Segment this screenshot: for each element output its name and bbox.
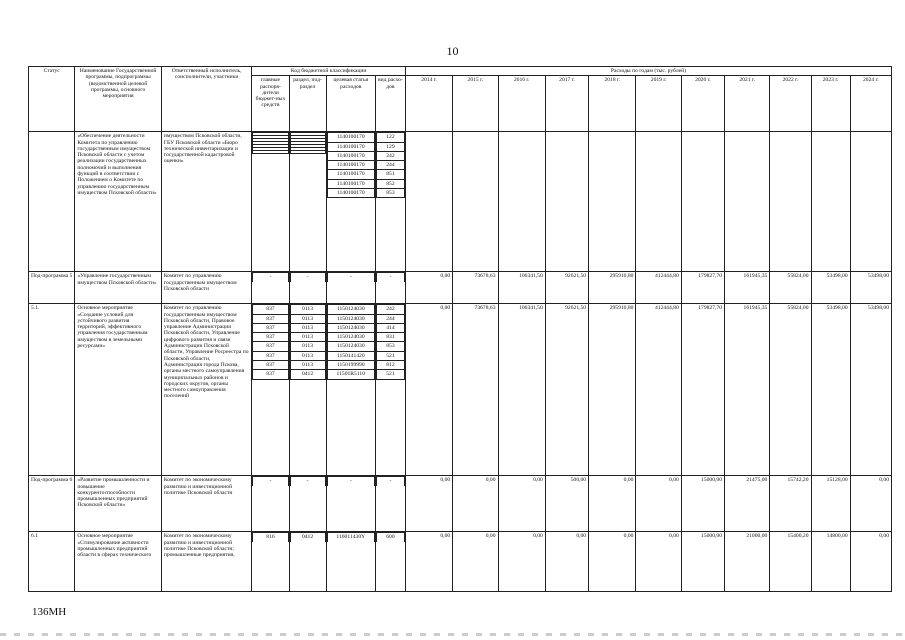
code-vr xyxy=(375,132,405,272)
code-csr-value: 1140100170 xyxy=(327,170,374,179)
year-value: 0,00 xyxy=(498,532,545,592)
header-year: 2021 г. xyxy=(725,76,770,132)
year-value: 161945,35 xyxy=(725,304,770,476)
code-grbs-value: 837 xyxy=(253,342,288,351)
year-value: 73678,63 xyxy=(453,272,498,304)
code-csr xyxy=(326,132,375,272)
code-csr-value: 116011430Y xyxy=(327,533,374,542)
footer-code: 136МН xyxy=(32,606,67,618)
page-number: 10 xyxy=(446,44,459,58)
year-value: 161945,35 xyxy=(725,272,770,304)
table-row xyxy=(29,532,892,592)
year-value: 21475,00 xyxy=(725,476,770,532)
header-year: 2016 г. xyxy=(498,76,545,132)
code-csr xyxy=(326,476,375,532)
code-rz xyxy=(289,272,326,304)
code-rz xyxy=(289,132,326,272)
code-vr-value: 521 xyxy=(376,370,404,379)
code-csr-value: 1150124030 xyxy=(327,342,374,351)
code-vr-value: 414 xyxy=(376,323,404,332)
year-value: 500,00 xyxy=(545,476,588,532)
year-value: 0,00 xyxy=(405,476,452,532)
code-rz-value: 0113 xyxy=(290,323,325,332)
year-value: 15000,00 xyxy=(681,476,724,532)
year-value: 53498,00 xyxy=(811,304,850,476)
code-vr-value: 244 xyxy=(376,161,404,170)
year-value xyxy=(453,132,498,272)
code-csr-value: 1150124030 xyxy=(327,333,374,342)
code-grbs xyxy=(252,132,289,272)
code-vr-value: 812 xyxy=(376,361,404,370)
header-name: Наименование Государственной программы, подпрограммы (ведомственной целевой программы, основного мероприятия xyxy=(75,67,162,132)
code-csr-value: 1140100170 xyxy=(327,142,374,151)
code-rz-value: 0113 xyxy=(290,361,325,370)
code-rz-value: 0412 xyxy=(290,370,325,379)
code-vr-value: 122 xyxy=(376,133,404,142)
year-value: 0,00 xyxy=(453,476,498,532)
year-value: 0,00 xyxy=(850,532,891,592)
header-expenses: Расходы по годам (тыс. рублей) xyxy=(405,67,891,76)
code-vr xyxy=(375,532,405,592)
year-value: 53498,00 xyxy=(850,272,891,304)
header-budget-code: Код бюджетной классификации xyxy=(252,67,405,76)
code-grbs xyxy=(252,304,289,476)
code-vr xyxy=(375,272,405,304)
row-name: «Обеспечение деятельности Комитета по управлению государственным имуществом Псковской области с учетом реализации государственных полномочий и выполнения функций в соответствии с Положением о Комитете по управлению государственным имуществом Псковской области» xyxy=(75,132,162,272)
code-grbs-value: - xyxy=(253,477,288,486)
code-csr-value: 1150124030 xyxy=(327,305,374,314)
year-value: 0,00 xyxy=(498,476,545,532)
code-vr-value: 853 xyxy=(376,189,404,198)
header-vr: вид расхо-дов xyxy=(375,76,405,132)
header-rz: раздел, под-раздел xyxy=(289,76,326,132)
year-value: 53498,00 xyxy=(811,272,850,304)
code-grbs-value: 837 xyxy=(253,305,288,314)
header-grbs: главные распоря-дители бюджет-ных средств xyxy=(252,76,289,132)
header-year: 2014 г. xyxy=(405,76,452,132)
code-rz xyxy=(289,532,326,592)
code-grbs xyxy=(252,272,289,304)
code-rz-value: 0113 xyxy=(290,333,325,342)
code-vr-value: 242 xyxy=(376,151,404,160)
code-csr-value: 11501R5110 xyxy=(327,370,374,379)
code-vr-value: 851 xyxy=(376,170,404,179)
year-value xyxy=(725,132,770,272)
code-rz-value xyxy=(290,151,325,154)
table-row xyxy=(29,476,892,532)
year-value: 179827,70 xyxy=(681,304,724,476)
code-rz-value: 0412 xyxy=(290,533,325,542)
year-value: 412444,80 xyxy=(636,304,681,476)
header-year: 2023 г. xyxy=(811,76,850,132)
year-value: 53498,00 xyxy=(850,304,891,476)
year-value: 412444,80 xyxy=(636,272,681,304)
year-value: 14800,00 xyxy=(811,532,850,592)
code-csr-value: 1150124030 xyxy=(327,314,374,323)
year-value: 15128,00 xyxy=(811,476,850,532)
row-name: «Развитие промышленности и повышение конкурентоспособности промышленных предприятий Псковской области» xyxy=(75,476,162,532)
row-status: Под-программа 6 xyxy=(29,476,75,532)
code-rz-value: 0113 xyxy=(290,351,325,360)
code-grbs-value xyxy=(253,151,288,154)
year-value: 21000,00 xyxy=(725,532,770,592)
row-name: Основное мероприятие «Создание условий для устойчивого развития территорий, эффективного управления государственным имуществом в земельными ресурсами» xyxy=(75,304,162,476)
code-grbs-value: 837 xyxy=(253,333,288,342)
row-name: Основное мероприятие «Стимулирование активности промышленных предприятий области в сферах технического xyxy=(75,532,162,592)
code-csr-value: 1150141420 xyxy=(327,351,374,360)
code-csr-value: 1140100170 xyxy=(327,161,374,170)
row-executor: имуществом Псковской области, ГБУ Псковской области «Бюро технической инвентаризации и государственной кадастровой оценки» xyxy=(161,132,252,272)
code-grbs-value: 837 xyxy=(253,323,288,332)
code-vr xyxy=(375,476,405,532)
year-value: 0,00 xyxy=(850,476,891,532)
year-value xyxy=(636,132,681,272)
scan-edge-artifact xyxy=(0,633,905,636)
year-value: 106341,50 xyxy=(498,272,545,304)
year-value: 92621,50 xyxy=(545,272,588,304)
year-value: 0,00 xyxy=(453,532,498,592)
header-year: 2024 г. xyxy=(850,76,891,132)
year-value: 0,00 xyxy=(545,532,588,592)
year-value: 0,00 xyxy=(405,304,452,476)
code-csr-value: 1140100170 xyxy=(327,133,374,142)
year-value: 15742,20 xyxy=(770,476,811,532)
code-rz xyxy=(289,476,326,532)
code-grbs xyxy=(252,476,289,532)
year-value: 0,00 xyxy=(636,476,681,532)
code-csr xyxy=(326,272,375,304)
code-csr xyxy=(326,304,375,476)
code-grbs-value: 816 xyxy=(253,533,288,542)
year-value: 0,00 xyxy=(636,532,681,592)
code-grbs-value: - xyxy=(253,273,288,282)
row-status: Под-программа 5 xyxy=(29,272,75,304)
header-year: 2020 г. xyxy=(681,76,724,132)
header-status: Статус xyxy=(29,67,75,132)
year-value xyxy=(589,132,636,272)
year-value: 0,00 xyxy=(589,532,636,592)
header-executor: Ответственный исполнитель, соисполнители, участники xyxy=(161,67,252,132)
table-row xyxy=(29,304,892,476)
code-csr-value: 1140100170 xyxy=(327,179,374,188)
year-value: 0,00 xyxy=(405,532,452,592)
header-year: 2019 г. xyxy=(636,76,681,132)
year-value: 73678,63 xyxy=(453,304,498,476)
year-value: 15400,20 xyxy=(770,532,811,592)
code-csr xyxy=(326,532,375,592)
table-row xyxy=(29,272,892,304)
code-rz-value: 0113 xyxy=(290,342,325,351)
year-value xyxy=(405,132,452,272)
row-status xyxy=(29,132,75,272)
code-csr-value: 1150124030 xyxy=(327,323,374,332)
code-rz xyxy=(289,304,326,476)
year-value xyxy=(498,132,545,272)
code-csr-value: 1150199990 xyxy=(327,361,374,370)
code-grbs-value: 837 xyxy=(253,361,288,370)
year-value xyxy=(545,132,588,272)
year-value: 106341,50 xyxy=(498,304,545,476)
code-csr-value: - xyxy=(327,273,374,282)
row-executor: Комитет по экономическому развитию и инвестиционной политике Псковской области; промышленные предприятия, xyxy=(161,532,252,592)
year-value: 55824,00 xyxy=(770,272,811,304)
year-value: 0,00 xyxy=(405,272,452,304)
code-vr-value: 521 xyxy=(376,351,404,360)
budget-table xyxy=(28,66,892,592)
code-grbs-value: 837 xyxy=(253,370,288,379)
code-vr-value: - xyxy=(376,477,404,486)
code-grbs-value: 837 xyxy=(253,351,288,360)
code-csr-value: - xyxy=(327,477,374,486)
code-vr xyxy=(375,304,405,476)
code-vr-value: 600 xyxy=(376,533,404,542)
row-status: 5.1. xyxy=(29,304,75,476)
year-value xyxy=(850,132,891,272)
code-rz-value: 0113 xyxy=(290,314,325,323)
header-year: 2022 г. xyxy=(770,76,811,132)
year-value xyxy=(811,132,850,272)
header-csr: целевая статья расходов xyxy=(326,76,375,132)
year-value: 179827,70 xyxy=(681,272,724,304)
code-rz-value: - xyxy=(290,477,325,486)
row-executor: Комитет по экономическому развитию и инвестиционной политике Псковской области xyxy=(161,476,252,532)
row-executor: Комитет по управлению государственным имуществом Псковской области, Правовое управление Администрации Псковской области, Управление цифрового развития и связи Администрации Псковской области, Управление Росреестра по Псковской области, Администрация города Пскова, органы местного самоуправления муниципальных районов и городских округов, органы местного самоуправления поселений xyxy=(161,304,252,476)
code-grbs-value: 837 xyxy=(253,314,288,323)
header-year: 2015 г. xyxy=(453,76,498,132)
code-vr-value: 831 xyxy=(376,333,404,342)
header-year: 2017 г. xyxy=(545,76,588,132)
row-status: 6.1 xyxy=(29,532,75,592)
year-value: 15000,00 xyxy=(681,532,724,592)
code-vr-value: 853 xyxy=(376,342,404,351)
row-name: «Управление государственным имуществом Псковской области» xyxy=(75,272,162,304)
year-value: 0,00 xyxy=(589,476,636,532)
code-csr-value: 1140100170 xyxy=(327,151,374,160)
year-value: 295910,80 xyxy=(589,272,636,304)
code-vr-value: 242 xyxy=(376,305,404,314)
year-value: 295910,80 xyxy=(589,304,636,476)
row-executor: Комитет по управлению государственным имуществом Псковской области xyxy=(161,272,252,304)
code-csr-value: 1140100170 xyxy=(327,189,374,198)
code-vr-value: 244 xyxy=(376,314,404,323)
code-vr-value: 129 xyxy=(376,142,404,151)
code-rz-value: 0113 xyxy=(290,305,325,314)
year-value: 92621,50 xyxy=(545,304,588,476)
year-value xyxy=(770,132,811,272)
code-vr-value: 852 xyxy=(376,179,404,188)
code-grbs xyxy=(252,532,289,592)
code-vr-value: - xyxy=(376,273,404,282)
header-year: 2018 г. xyxy=(589,76,636,132)
table-row xyxy=(29,132,892,272)
code-rz-value: - xyxy=(290,273,325,282)
year-value: 55824,00 xyxy=(770,304,811,476)
year-value xyxy=(681,132,724,272)
